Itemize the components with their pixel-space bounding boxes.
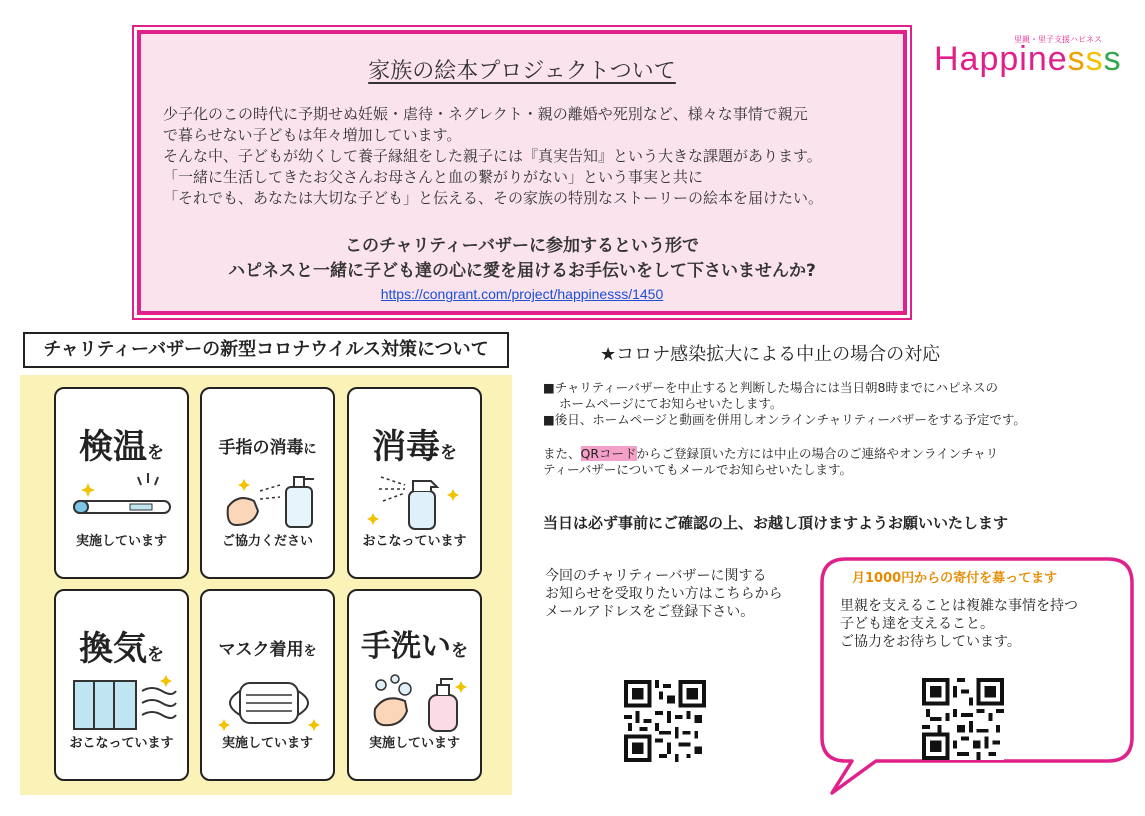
logo-letter: s bbox=[1067, 40, 1086, 78]
card-title-main: 消毒 bbox=[372, 427, 440, 467]
card-subtitle: おこなっています bbox=[362, 534, 467, 549]
happinesss-logo bbox=[928, 30, 1128, 90]
email-registration-qr-code[interactable] bbox=[624, 680, 706, 762]
hand-sanitizer-icon bbox=[214, 469, 324, 531]
note-text: からご登録頂いた方には中止の場合のご連絡やオンラインチャリ bbox=[636, 446, 999, 461]
note-line: ホームページにてお知らせいたします。 bbox=[559, 396, 783, 411]
project-link[interactable]: https://congrant.com/project/happinesss/1450 bbox=[380, 286, 664, 302]
card-subtitle: 実施しています bbox=[368, 736, 460, 751]
logo-letter: s bbox=[1085, 40, 1104, 78]
project-body-line: 「それでも、あなたは大切な子ども」と伝える、その家族の特別なストーリーの絵本を届けたい。 bbox=[163, 189, 824, 207]
card-temperature-check bbox=[54, 387, 189, 579]
card-title-main: 検温 bbox=[79, 427, 147, 467]
logo-letter: s bbox=[1103, 40, 1122, 78]
card-title bbox=[202, 635, 333, 660]
email-line: 今回のチャリティーバザーに関する bbox=[545, 568, 767, 584]
card-title-main: 手洗い bbox=[361, 629, 451, 664]
card-title-particle: に bbox=[303, 442, 317, 457]
donation-line: 里親を支えることは複雑な事情を持つ bbox=[840, 598, 1078, 614]
covid-measures-panel bbox=[20, 375, 512, 795]
card-subtitle: おこなっています bbox=[69, 736, 174, 751]
cta-line: ハピネスと一緒に子ども達の心に愛を届けるお手伝いをして下さいませんか? bbox=[228, 261, 816, 281]
card-ventilation bbox=[54, 589, 189, 781]
project-body-line: 「一緒に生活してきたお父さんお母さんと血の繋がりがない」という事実と共に bbox=[163, 168, 704, 186]
note-text: また、 bbox=[543, 446, 581, 461]
card-title bbox=[202, 433, 333, 458]
donation-line: 子ども達を支えること。 bbox=[840, 616, 994, 632]
card-handwashing bbox=[347, 589, 482, 781]
donation-line: ご協力をお待ちしています。 bbox=[840, 634, 1021, 650]
project-body-line: で暮らせない子どもは年々増加しています。 bbox=[163, 126, 462, 144]
covid-measures-title: チャリティーバザーの新型コロナウイルス対策について bbox=[23, 332, 509, 368]
card-title-particle: を bbox=[440, 443, 457, 463]
logo-tagline: 里親・里子支援ハピネス bbox=[1014, 35, 1102, 44]
note-line: ■後日、ホームページと動画を併用しオンラインチャリティーバザーをする予定です。 bbox=[543, 412, 1026, 427]
face-mask-icon bbox=[214, 671, 324, 733]
card-title bbox=[56, 419, 187, 468]
card-title-particle: を bbox=[303, 644, 317, 659]
email-line: お知らせを受取りたい方はこちらから bbox=[545, 586, 783, 602]
donation-message bbox=[840, 597, 1078, 651]
card-subtitle: 実施しています bbox=[75, 534, 167, 549]
project-box bbox=[137, 30, 907, 315]
note-line: ■チャリティーバザーを中止すると判断した場合には当日朝8時までにハピネスの bbox=[543, 380, 999, 395]
window-ventilation-icon bbox=[68, 671, 178, 733]
card-mask-wearing bbox=[200, 589, 335, 781]
cta-line: このチャリティーバザーに参加するという形で bbox=[345, 236, 699, 256]
project-description bbox=[163, 104, 885, 209]
qr-registration-note bbox=[543, 446, 1103, 478]
advance-confirmation-request: 当日は必ず事前にご確認の上、お越し頂けますようお願いいたします bbox=[543, 514, 1009, 532]
card-title-main: 手指の消毒 bbox=[218, 438, 304, 458]
project-body-line: そんな中、子どもが幼くして養子縁組をした親子には『真実告知』という大きな課題があります。 bbox=[163, 147, 822, 165]
card-subtitle: 実施しています bbox=[221, 736, 313, 751]
note-line bbox=[543, 446, 1103, 462]
qr-code-highlight: QRコード bbox=[580, 446, 637, 461]
card-hand-disinfection bbox=[200, 387, 335, 579]
logo-text-main: Happine bbox=[934, 40, 1068, 78]
spray-bottle-icon bbox=[361, 469, 471, 531]
project-call-to-action bbox=[141, 234, 903, 304]
card-title-particle: を bbox=[147, 645, 164, 665]
logo-wordmark bbox=[934, 40, 1122, 79]
card-disinfection bbox=[347, 387, 482, 579]
project-body-line: 少子化のこの時代に予期せぬ妊娠・虐待・ネグレクト・親の離婚や死別など、様々な事情で親元 bbox=[163, 105, 808, 123]
email-registration-text bbox=[545, 567, 783, 621]
card-title-particle: を bbox=[451, 641, 468, 661]
card-title bbox=[349, 419, 480, 468]
handwashing-soap-icon bbox=[361, 671, 471, 733]
corona-cancellation-heading: ★コロナ感染拡大による中止の場合の対応 bbox=[600, 344, 941, 365]
thermometer-icon bbox=[68, 469, 178, 531]
card-title-main: 換気 bbox=[79, 629, 147, 669]
donation-qr-code[interactable] bbox=[922, 678, 1004, 760]
project-title: 家族の絵本プロジェクトついて bbox=[368, 59, 676, 84]
card-title bbox=[349, 621, 480, 665]
note-line: ティーバザーについてもメールでお知らせいたします。 bbox=[543, 462, 853, 477]
card-title-main: マスク着用 bbox=[218, 640, 304, 660]
card-title bbox=[56, 621, 187, 670]
card-title-particle: を bbox=[147, 443, 164, 463]
email-line: メールアドレスをご登録下さい。 bbox=[545, 604, 755, 620]
corona-cancellation-notes bbox=[543, 380, 1123, 428]
donation-badge: 月1000円からの寄付を募ってます bbox=[852, 571, 1058, 586]
card-subtitle: ご協力ください bbox=[221, 534, 313, 549]
